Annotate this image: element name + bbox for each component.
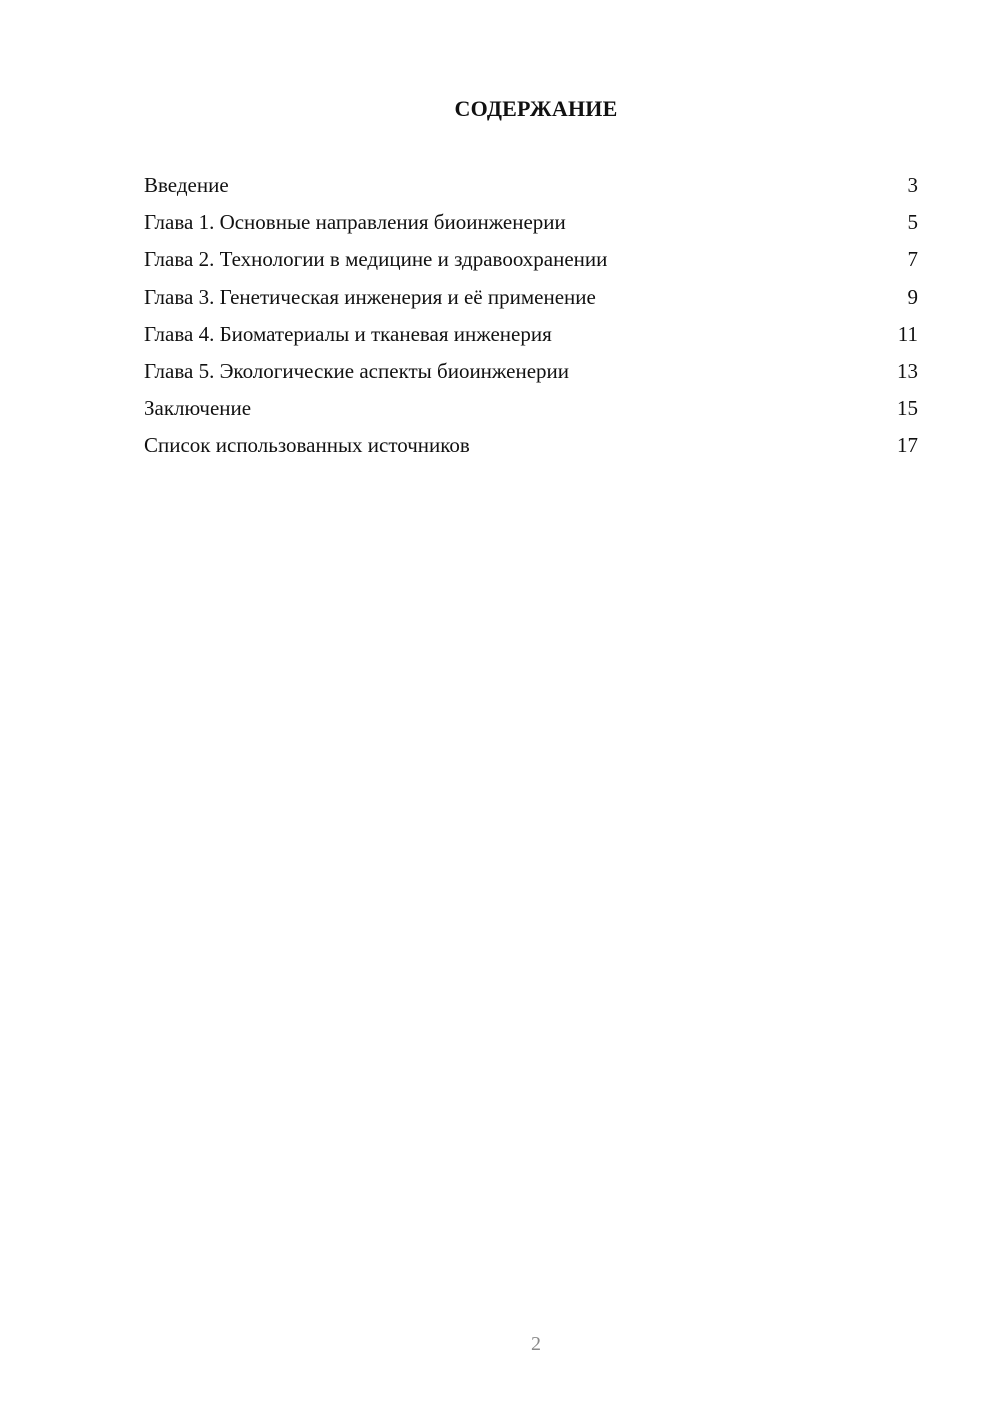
page-title: СОДЕРЖАНИЕ <box>454 96 618 121</box>
page-number: 2 <box>531 1333 541 1355</box>
toc-entry-chapter-2 <box>144 244 918 281</box>
toc-entry-references <box>144 430 918 467</box>
toc-entry-conclusion <box>144 393 918 430</box>
toc-entry-chapter-5 <box>144 356 918 393</box>
toc-entry-label: Глава 5. Экологические аспекты биоинженерии <box>144 358 570 383</box>
toc-entry-page: 15 <box>897 396 918 421</box>
toc-entry-label: Глава 3. Генетическая инженерия и её применение <box>144 284 596 309</box>
toc-entry-page: 7 <box>907 247 918 272</box>
toc-entry-label: Список использованных источников <box>144 433 470 458</box>
toc-entry-page: 5 <box>907 210 918 235</box>
toc-entry-page: 3 <box>907 173 918 197</box>
toc-entry-page: 17 <box>897 433 918 458</box>
toc-entry-chapter-1 <box>144 207 918 244</box>
toc-entry-chapter-4 <box>144 319 918 356</box>
toc-entry-label: Глава 2. Технологии в медицине и здравоохранении <box>144 247 608 272</box>
toc-entry-label: Заключение <box>144 396 252 421</box>
toc-entry-label: Глава 1. Основные направления биоинженерии <box>144 210 566 235</box>
toc-entry-label: Введение <box>144 173 229 197</box>
toc-entry-page: 9 <box>907 284 918 309</box>
toc-entry-introduction <box>144 170 918 207</box>
toc-entry-page: 13 <box>897 358 918 383</box>
table-of-contents <box>144 170 918 468</box>
toc-entry-chapter-3 <box>144 282 918 319</box>
toc-entry-page: 11 <box>897 321 918 346</box>
toc-entry-label: Глава 4. Биоматериалы и тканевая инженерия <box>144 321 552 346</box>
